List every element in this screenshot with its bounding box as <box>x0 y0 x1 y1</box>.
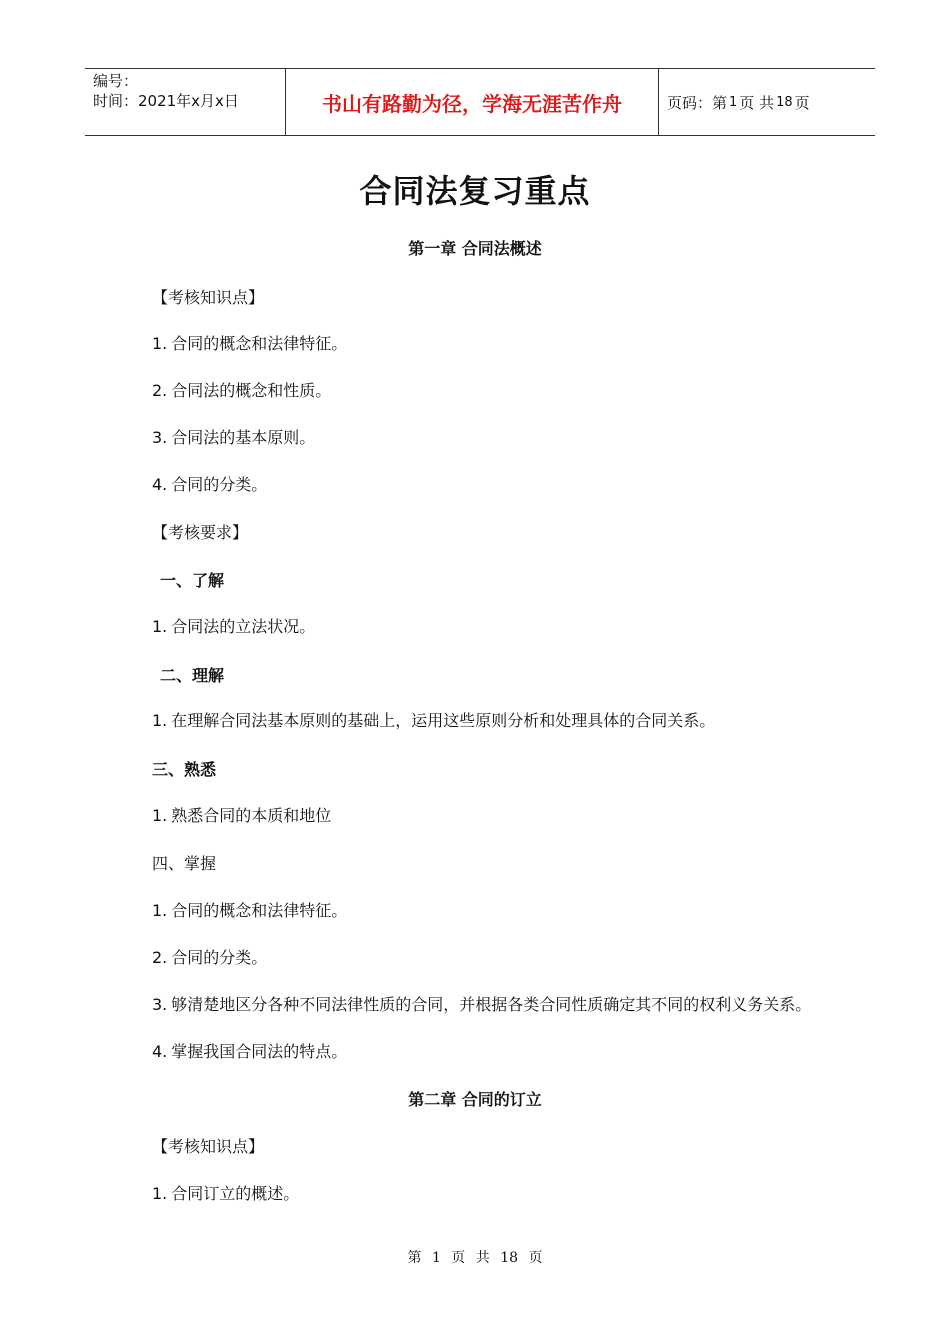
list-item <box>152 331 347 354</box>
page-footer: 第 1 页 共 18 页 <box>407 1250 543 1266</box>
list-item <box>152 614 315 637</box>
header-table <box>85 68 875 136</box>
list-item <box>152 425 315 448</box>
page-mid: 页 共 <box>739 93 775 112</box>
item-text: 在理解合同法基本原则的基础上，运用这些原则分析和处理具体的合同关系。 <box>171 711 716 730</box>
item-number: 1. <box>152 711 168 730</box>
list-item <box>152 472 267 495</box>
header-motto: 书山有路勤为径，学海无涯苦作舟 <box>286 69 659 135</box>
item-number: 1. <box>152 806 168 825</box>
item-number: 3. <box>152 995 168 1014</box>
chapter-heading: 第一章 合同法概述 <box>408 239 542 258</box>
item-number: 1. <box>152 1184 168 1203</box>
date-line: 时间：2021年x月x日 <box>93 92 239 110</box>
page-end: 页 <box>794 93 810 112</box>
item-number: 1. <box>152 617 168 636</box>
item-text: 熟悉合同的本质和地位 <box>171 806 332 825</box>
section-label: 【考核要求】 <box>152 523 249 542</box>
section-label: 【考核知识点】 <box>152 1137 265 1156</box>
item-text: 合同法的立法状况。 <box>171 617 316 636</box>
list-item <box>152 1039 347 1062</box>
item-number: 2. <box>152 381 168 400</box>
list-item <box>152 1181 299 1204</box>
item-text: 合同的分类。 <box>171 948 268 967</box>
header-meta <box>85 69 286 135</box>
item-number: 1. <box>152 901 168 920</box>
document-title: 合同法复习重点 <box>359 172 591 210</box>
item-text: 合同法的概念和性质。 <box>171 381 332 400</box>
page-total: 18 <box>776 94 793 110</box>
item-number: 4. <box>152 475 168 494</box>
sub-heading: 三、熟悉 <box>152 760 217 779</box>
item-number: 1. <box>152 334 168 353</box>
item-number: 4. <box>152 1042 168 1061</box>
item-text: 合同订立的概述。 <box>171 1184 300 1203</box>
page-label: 页码：第 <box>667 93 728 112</box>
list-item <box>152 945 267 968</box>
list-item <box>152 992 811 1015</box>
item-number: 2. <box>152 948 168 967</box>
item-text: 合同的分类。 <box>171 475 268 494</box>
sub-heading: 二、理解 <box>160 666 225 685</box>
chapter-heading: 第二章 合同的订立 <box>408 1090 542 1109</box>
section-label: 【考核知识点】 <box>152 288 265 307</box>
list-item <box>152 898 347 921</box>
item-text: 够清楚地区分各种不同法律性质的合同，并根据各类合同性质确定其不同的权利义务关系。 <box>171 995 812 1014</box>
list-item <box>152 378 331 401</box>
serial-label: 编号： <box>93 72 139 90</box>
list-item <box>152 803 331 826</box>
item-text: 合同的概念和法律特征。 <box>171 901 348 920</box>
item-text: 合同法的基本原则。 <box>171 428 316 447</box>
list-item <box>152 708 715 731</box>
item-text: 掌握我国合同法的特点。 <box>171 1042 348 1061</box>
sub-heading: 四、掌握 <box>152 854 217 873</box>
sub-heading: 一、了解 <box>160 571 225 590</box>
header-page-info <box>659 69 875 135</box>
item-number: 3. <box>152 428 168 447</box>
item-text: 合同的概念和法律特征。 <box>171 334 348 353</box>
page-number: 1 <box>729 94 738 110</box>
